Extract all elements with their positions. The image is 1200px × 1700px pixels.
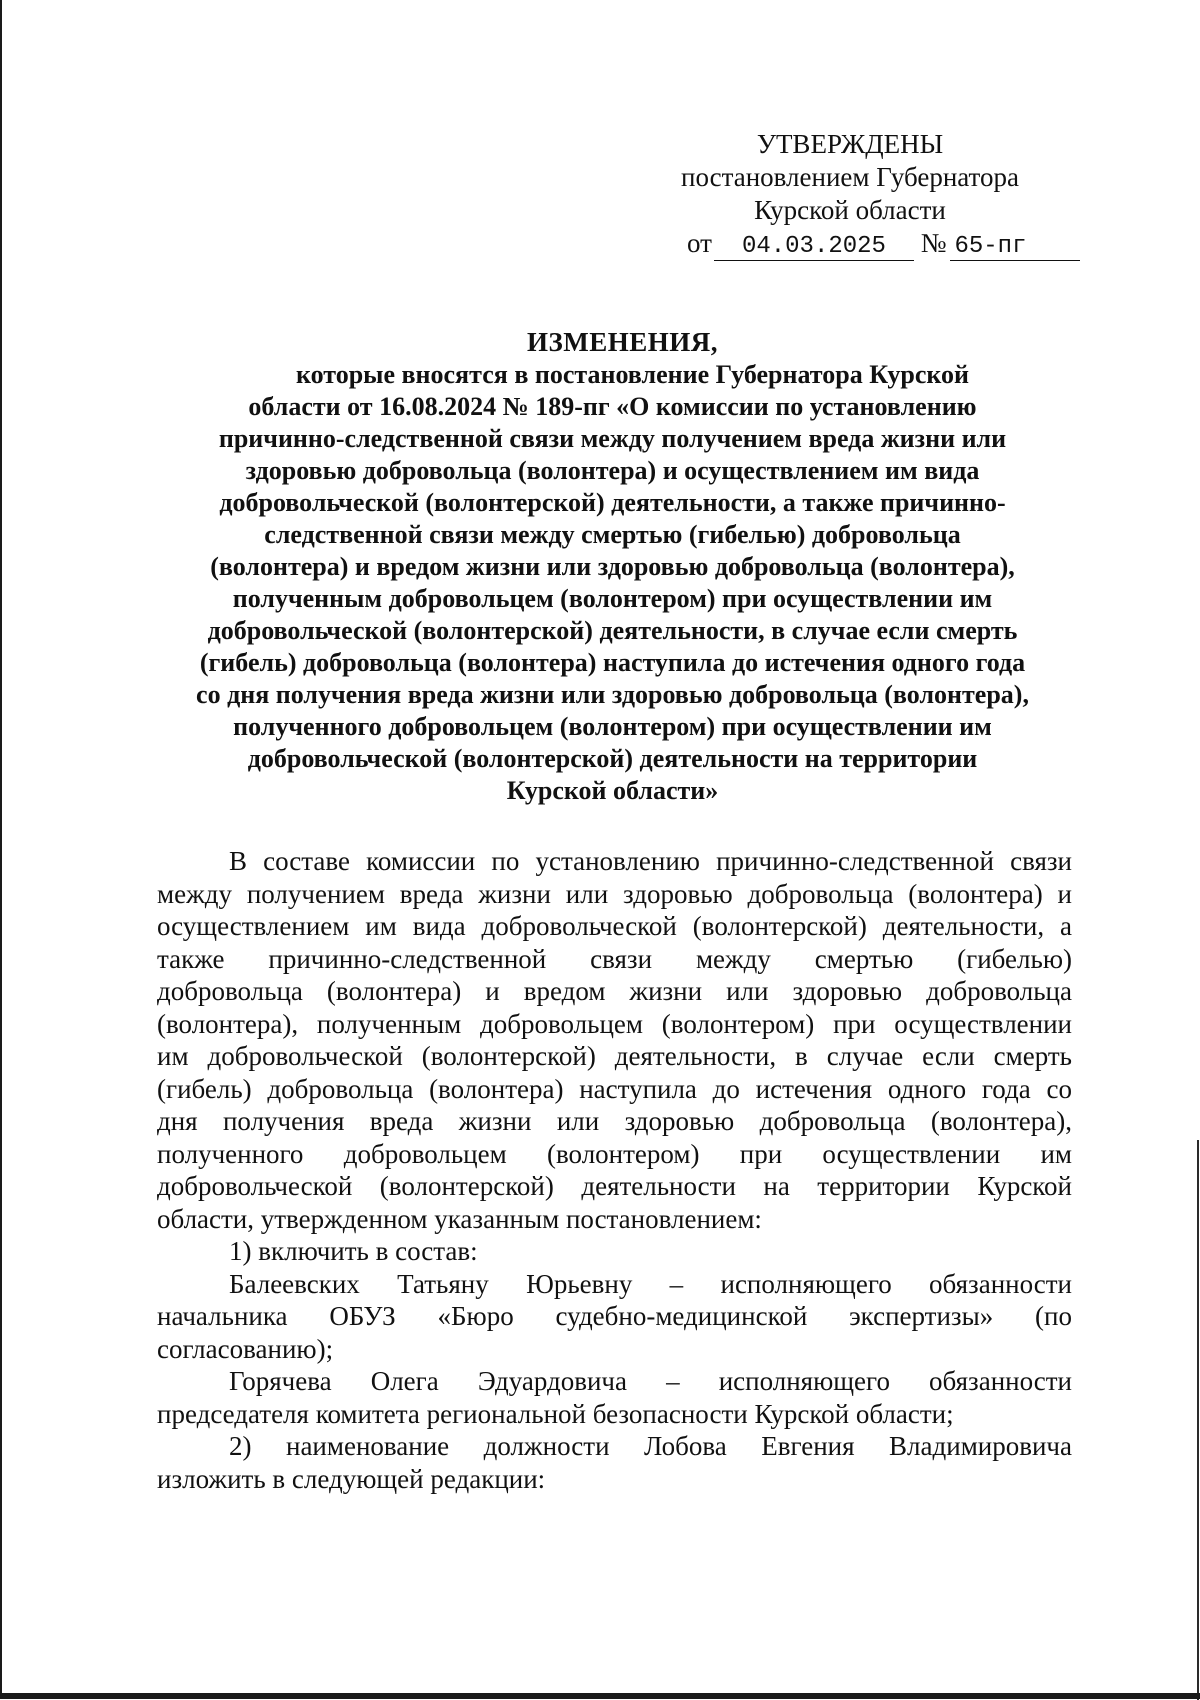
title-line: (гибель) добровольца (волонтера) наступила до истечения одного года bbox=[199, 648, 1026, 677]
title-line: здоровью добровольца (волонтера) и осуществлением им вида bbox=[245, 456, 980, 485]
title-line: которые вносятся в постановление Губернатора Курской bbox=[295, 360, 970, 389]
body-line: (волонтера), полученным добровольцем (волонтером) при осуществлении bbox=[157, 1008, 1072, 1039]
body-line: В составе комиссии по установлению причинно-следственной связи bbox=[229, 846, 1072, 876]
approval-issuer: постановлением Губернатора bbox=[681, 162, 1019, 192]
number-prefix: № bbox=[920, 228, 947, 258]
approval-title: УТВЕРЖДЕНЫ bbox=[756, 129, 944, 159]
title-heading: ИЗМЕНЕНИЯ, bbox=[526, 327, 718, 357]
scan-edge-bottom bbox=[0, 1693, 1200, 1699]
title-line: добровольческой (волонтерской) деятельности, в случае если смерть bbox=[207, 616, 1018, 645]
person-1 bbox=[157, 1268, 1072, 1366]
title-line: добровольческой (волонтерской) деятельности, а также причинно- bbox=[219, 488, 1006, 517]
scan-edge-right bbox=[1197, 1140, 1199, 1700]
approval-number: 65-пг bbox=[950, 234, 1080, 261]
title-line: (волонтера) и вредом жизни или здоровью добровольца (волонтера), bbox=[210, 552, 1015, 581]
body-line: 2) наименование должности Лобова Евгения Владимировича bbox=[229, 1431, 1072, 1461]
scan-edge-left bbox=[0, 0, 2, 1699]
approval-date-row bbox=[640, 227, 1060, 261]
title-line: причинно-следственной связи между получением вреда жизни или bbox=[218, 424, 1007, 453]
body-line: (гибель) добровольца (волонтера) наступила до истечения одного года со bbox=[157, 1073, 1072, 1104]
body-line: осуществлением им вида добровольческой (волонтерской) деятельности, а bbox=[157, 911, 1072, 941]
body-line: им добровольческой (волонтерской) деятельности, в случае если смерть bbox=[157, 1041, 1072, 1071]
date-prefix: от bbox=[687, 228, 712, 258]
title-line: области от 16.08.2024 № 189-пг «О комиссии по установлению bbox=[248, 392, 977, 421]
document-body bbox=[157, 845, 1072, 1495]
body-line: добровольца (волонтера) и вредом жизни или здоровью добровольца bbox=[157, 976, 1072, 1006]
body-line: полученного добровольцем (волонтером) при осуществлении им bbox=[157, 1138, 1072, 1169]
body-line: Балеевских Татьяну Юрьевну – исполняющего обязанности bbox=[229, 1268, 1072, 1299]
item-2 bbox=[157, 1430, 1072, 1495]
body-line: добровольческой (волонтерской) деятельности на территории Курской bbox=[157, 1171, 1072, 1201]
body-line: изложить в следующей редакции: bbox=[157, 1463, 546, 1494]
title-line: добровольческой (волонтерской) деятельности на территории bbox=[247, 744, 978, 773]
approval-date: 04.03.2025 bbox=[714, 234, 914, 261]
title-line: полученным добровольцем (волонтером) при осуществлении им bbox=[232, 584, 993, 613]
document-title bbox=[155, 326, 1070, 807]
title-line: Курской области» bbox=[506, 776, 719, 805]
body-line: председателя комитета региональной безопасности Курской области; bbox=[157, 1398, 954, 1429]
title-line: следственной связи между смертью (гибелью) добровольца bbox=[264, 520, 961, 549]
person-2 bbox=[157, 1365, 1072, 1430]
approval-block bbox=[640, 128, 1060, 261]
body-line: области, утвержденном указанным постановлением: bbox=[157, 1203, 762, 1234]
body-line: Горячева Олега Эдуардовича – исполняющего обязанности bbox=[229, 1366, 1072, 1396]
body-line: начальника ОБУЗ «Бюро судебно-медицинской экспертизы» (по bbox=[157, 1301, 1072, 1331]
item-1: 1) включить в состав: bbox=[229, 1236, 478, 1266]
intro-paragraph bbox=[157, 845, 1072, 1235]
body-line: согласованию); bbox=[157, 1333, 334, 1364]
body-line: дня получения вреда жизни или здоровью добровольца (волонтера), bbox=[157, 1106, 1072, 1136]
approval-region: Курской области bbox=[754, 195, 946, 225]
title-line: полученного добровольцем (волонтером) при осуществлении им bbox=[233, 712, 992, 741]
body-line: между получением вреда жизни или здоровью добровольца (волонтера) и bbox=[157, 878, 1072, 909]
title-line: со дня получения вреда жизни или здоровью добровольца (волонтера), bbox=[196, 680, 1029, 709]
body-line: также причинно-следственной связи между смертью (гибелью) bbox=[157, 943, 1072, 974]
